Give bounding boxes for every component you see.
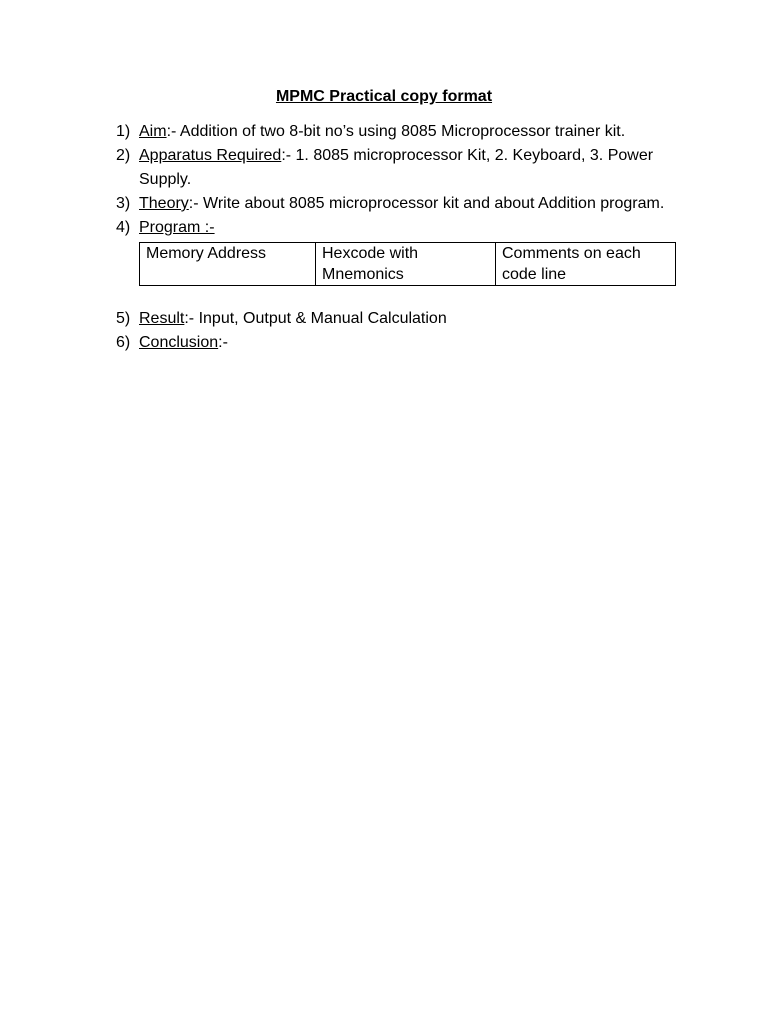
item-result bbox=[116, 307, 686, 331]
item-number: 4) bbox=[116, 219, 131, 236]
item-label: Theory bbox=[139, 195, 189, 212]
section-list bbox=[116, 120, 686, 355]
item-label: Program :- bbox=[139, 219, 215, 236]
item-program bbox=[116, 216, 686, 286]
document-title: MPMC Practical copy format bbox=[275, 88, 493, 105]
item-label: Result bbox=[139, 310, 185, 327]
item-theory bbox=[116, 192, 686, 216]
item-text: :- 1. 8085 microprocessor Kit, 2. Keyboard, 3. Power Supply. bbox=[139, 147, 654, 188]
item-conclusion bbox=[116, 331, 686, 355]
item-number: 6) bbox=[116, 334, 131, 351]
table-header-row bbox=[140, 243, 676, 286]
item-text: :- Write about 8085 microprocessor kit and about Addition program. bbox=[188, 195, 665, 212]
item-aim bbox=[116, 120, 686, 144]
item-number: 5) bbox=[116, 310, 131, 327]
item-number: 1) bbox=[116, 123, 131, 140]
item-apparatus bbox=[116, 144, 686, 192]
item-label: Aim bbox=[139, 123, 167, 140]
header-memory-address: Memory Address bbox=[140, 243, 316, 286]
item-number: 2) bbox=[116, 147, 131, 164]
item-label: Apparatus Required bbox=[139, 147, 282, 164]
item-label: Conclusion bbox=[139, 334, 219, 351]
item-text: :- bbox=[218, 334, 228, 351]
header-hexcode-mnemonics: Hexcode with Mnemonics bbox=[316, 243, 496, 286]
header-comments: Comments on each code line bbox=[496, 243, 676, 286]
program-table bbox=[139, 242, 676, 286]
item-text: :- Addition of two 8-bit no’s using 8085 Microprocessor trainer kit. bbox=[166, 123, 626, 140]
item-number: 3) bbox=[116, 195, 131, 212]
item-text: :- Input, Output & Manual Calculation bbox=[184, 310, 447, 327]
